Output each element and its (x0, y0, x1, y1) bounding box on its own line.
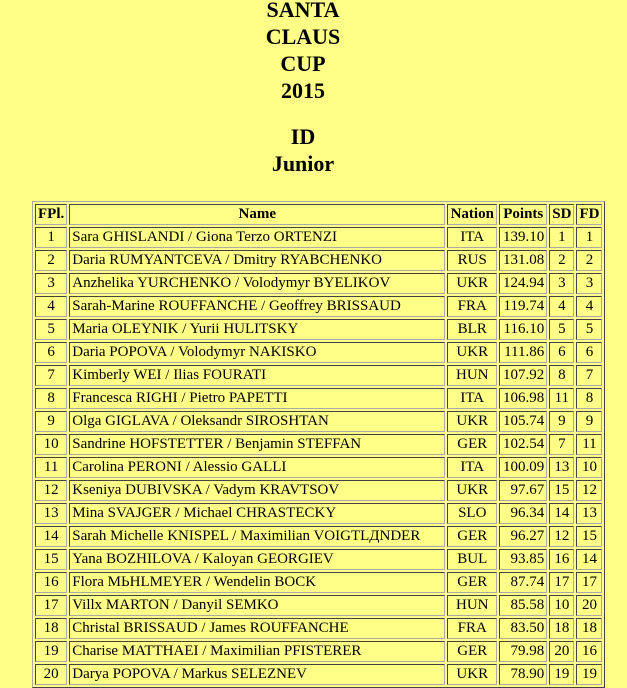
cell-points: 119.74 (499, 296, 547, 317)
table-row (35, 296, 602, 317)
cell-fd: 4 (576, 296, 602, 317)
cell-fpl: 7 (35, 365, 67, 386)
cell-fpl: 12 (35, 480, 67, 501)
cell-name: Yana BOZHILOVA / Kaloyan GEORGIEV (69, 549, 445, 570)
cell-fd: 3 (576, 273, 602, 294)
cell-points: 131.08 (499, 250, 547, 271)
cell-fpl: 2 (35, 250, 67, 271)
header-name: Name (69, 204, 445, 225)
cell-fpl: 5 (35, 319, 67, 340)
cell-points: 106.98 (499, 388, 547, 409)
cell-points: 97.67 (499, 480, 547, 501)
cell-fd: 6 (576, 342, 602, 363)
cell-fd: 12 (576, 480, 602, 501)
cell-sd: 11 (549, 388, 574, 409)
cell-fd: 15 (576, 526, 602, 547)
table-row (35, 365, 602, 386)
cell-nation: HUN (447, 365, 497, 386)
cell-sd: 19 (549, 664, 574, 685)
table-row (35, 572, 602, 593)
table-row (35, 411, 602, 432)
cell-fpl: 15 (35, 549, 67, 570)
cell-sd: 2 (549, 250, 574, 271)
table-row (35, 434, 602, 455)
event-title-line: CLAUS (265, 24, 341, 49)
cell-nation: RUS (447, 250, 497, 271)
header-fd: FD (576, 204, 602, 225)
cell-nation: UKR (447, 664, 497, 685)
cell-name: Francesca RIGHI / Pietro PAPETTI (69, 388, 445, 409)
cell-nation: GER (447, 572, 497, 593)
cell-sd: 13 (549, 457, 574, 478)
cell-sd: 5 (549, 319, 574, 340)
table-row (35, 388, 602, 409)
cell-nation: FRA (447, 296, 497, 317)
cell-points: 78.90 (499, 664, 547, 685)
cell-sd: 4 (549, 296, 574, 317)
table-row (35, 480, 602, 501)
cell-fpl: 20 (35, 664, 67, 685)
cell-sd: 16 (549, 549, 574, 570)
cell-fd: 17 (576, 572, 602, 593)
cell-points: 93.85 (499, 549, 547, 570)
cell-points: 102.54 (499, 434, 547, 455)
cell-fd: 14 (576, 549, 602, 570)
cell-fd: 11 (576, 434, 602, 455)
cell-points: 111.86 (499, 342, 547, 363)
cell-points: 124.94 (499, 273, 547, 294)
cell-name: Anzhelika YURCHENKO / Volodymyr BYELIKOV (69, 273, 445, 294)
cell-name: Sara GHISLANDI / Giona Terzo ORTENZI (69, 227, 445, 248)
header-fpl: FPl. (35, 204, 67, 225)
table-row (35, 227, 602, 248)
cell-nation: GER (447, 641, 497, 662)
cell-sd: 14 (549, 503, 574, 524)
cell-fd: 9 (576, 411, 602, 432)
cell-fpl: 19 (35, 641, 67, 662)
cell-points: 83.50 (499, 618, 547, 639)
cell-name: Sarah Michelle KNISPEL / Maximilian VOIGTLДNDER (69, 526, 445, 547)
cell-fd: 1 (576, 227, 602, 248)
cell-nation: FRA (447, 618, 497, 639)
header-nation: Nation (447, 204, 497, 225)
cell-fpl: 11 (35, 457, 67, 478)
cell-name: Villx MARTON / Danyil SEMKO (69, 595, 445, 616)
cell-fpl: 1 (35, 227, 67, 248)
cell-fd: 5 (576, 319, 602, 340)
event-title (0, 0, 606, 104)
event-title-line: CUP (280, 51, 326, 76)
cell-points: 107.92 (499, 365, 547, 386)
cell-name: Kseniya DUBIVSKA / Vadym KRAVTSOV (69, 480, 445, 501)
table-row (35, 595, 602, 616)
cell-points: 96.27 (499, 526, 547, 547)
cell-name: Mina SVAJGER / Michael CHRASTECKY (69, 503, 445, 524)
table-row (35, 342, 602, 363)
cell-name: Sarah-Marine ROUFFANCHE / Geoffrey BRISSAUD (69, 296, 445, 317)
cell-points: 85.58 (499, 595, 547, 616)
event-title-line: SANTA (266, 0, 340, 22)
cell-nation: SLO (447, 503, 497, 524)
table-row (35, 526, 602, 547)
cell-name: Flora MЬHLMEYER / Wendelin BOCK (69, 572, 445, 593)
cell-fpl: 14 (35, 526, 67, 547)
table-row (35, 503, 602, 524)
cell-fd: 7 (576, 365, 602, 386)
cell-fd: 18 (576, 618, 602, 639)
cell-name: Sandrine HOFSTETTER / Benjamin STEFFAN (69, 434, 445, 455)
segment-heading (0, 123, 606, 177)
table-row (35, 664, 602, 685)
cell-fd: 13 (576, 503, 602, 524)
cell-points: 87.74 (499, 572, 547, 593)
cell-sd: 20 (549, 641, 574, 662)
cell-sd: 1 (549, 227, 574, 248)
cell-name: Darya POPOVA / Markus SELEZNEV (69, 664, 445, 685)
cell-points: 100.09 (499, 457, 547, 478)
cell-sd: 10 (549, 595, 574, 616)
cell-fpl: 18 (35, 618, 67, 639)
cell-fd: 19 (576, 664, 602, 685)
cell-sd: 17 (549, 572, 574, 593)
table-row (35, 549, 602, 570)
table-row (35, 250, 602, 271)
table-row (35, 273, 602, 294)
cell-points: 96.34 (499, 503, 547, 524)
cell-name: Carolina PERONI / Alessio GALLI (69, 457, 445, 478)
cell-fd: 8 (576, 388, 602, 409)
cell-fpl: 3 (35, 273, 67, 294)
category-name: Junior (271, 151, 335, 176)
table-row (35, 618, 602, 639)
table-row (35, 319, 602, 340)
cell-sd: 8 (549, 365, 574, 386)
cell-nation: UKR (447, 342, 497, 363)
cell-fd: 10 (576, 457, 602, 478)
cell-fpl: 9 (35, 411, 67, 432)
cell-nation: UKR (447, 480, 497, 501)
cell-name: Christal BRISSAUD / James ROUFFANCHE (69, 618, 445, 639)
results-table (32, 201, 605, 688)
header-row (35, 204, 602, 225)
cell-nation: UKR (447, 273, 497, 294)
cell-sd: 15 (549, 480, 574, 501)
event-title-line: 2015 (281, 78, 325, 103)
cell-sd: 6 (549, 342, 574, 363)
cell-sd: 18 (549, 618, 574, 639)
cell-points: 116.10 (499, 319, 547, 340)
cell-name: Daria POPOVA / Volodymyr NAKISKO (69, 342, 445, 363)
cell-fd: 20 (576, 595, 602, 616)
cell-nation: BLR (447, 319, 497, 340)
header-points: Points (499, 204, 547, 225)
cell-fpl: 6 (35, 342, 67, 363)
cell-name: Maria OLEYNIK / Yurii HULITSKY (69, 319, 445, 340)
cell-nation: ITA (447, 227, 497, 248)
cell-nation: ITA (447, 388, 497, 409)
cell-fpl: 16 (35, 572, 67, 593)
cell-name: Daria RUMYANTCEVA / Dmitry RYABCHENKO (69, 250, 445, 271)
cell-fd: 16 (576, 641, 602, 662)
cell-nation: HUN (447, 595, 497, 616)
cell-nation: UKR (447, 411, 497, 432)
cell-sd: 3 (549, 273, 574, 294)
cell-points: 139.10 (499, 227, 547, 248)
table-row (35, 457, 602, 478)
cell-points: 79.98 (499, 641, 547, 662)
cell-fpl: 8 (35, 388, 67, 409)
cell-points: 105.74 (499, 411, 547, 432)
cell-name: Kimberly WEI / Ilias FOURATI (69, 365, 445, 386)
cell-sd: 12 (549, 526, 574, 547)
cell-fpl: 13 (35, 503, 67, 524)
table-row (35, 641, 602, 662)
cell-name: Olga GIGLAVA / Oleksandr SIROSHTAN (69, 411, 445, 432)
segment-name: ID (290, 124, 316, 149)
cell-sd: 9 (549, 411, 574, 432)
cell-nation: ITA (447, 457, 497, 478)
cell-name: Charise MATTHAEI / Maximilian PFISTERER (69, 641, 445, 662)
cell-fpl: 10 (35, 434, 67, 455)
cell-fd: 2 (576, 250, 602, 271)
cell-fpl: 17 (35, 595, 67, 616)
cell-nation: GER (447, 526, 497, 547)
cell-sd: 7 (549, 434, 574, 455)
header-sd: SD (549, 204, 574, 225)
cell-nation: GER (447, 434, 497, 455)
cell-fpl: 4 (35, 296, 67, 317)
cell-nation: BUL (447, 549, 497, 570)
